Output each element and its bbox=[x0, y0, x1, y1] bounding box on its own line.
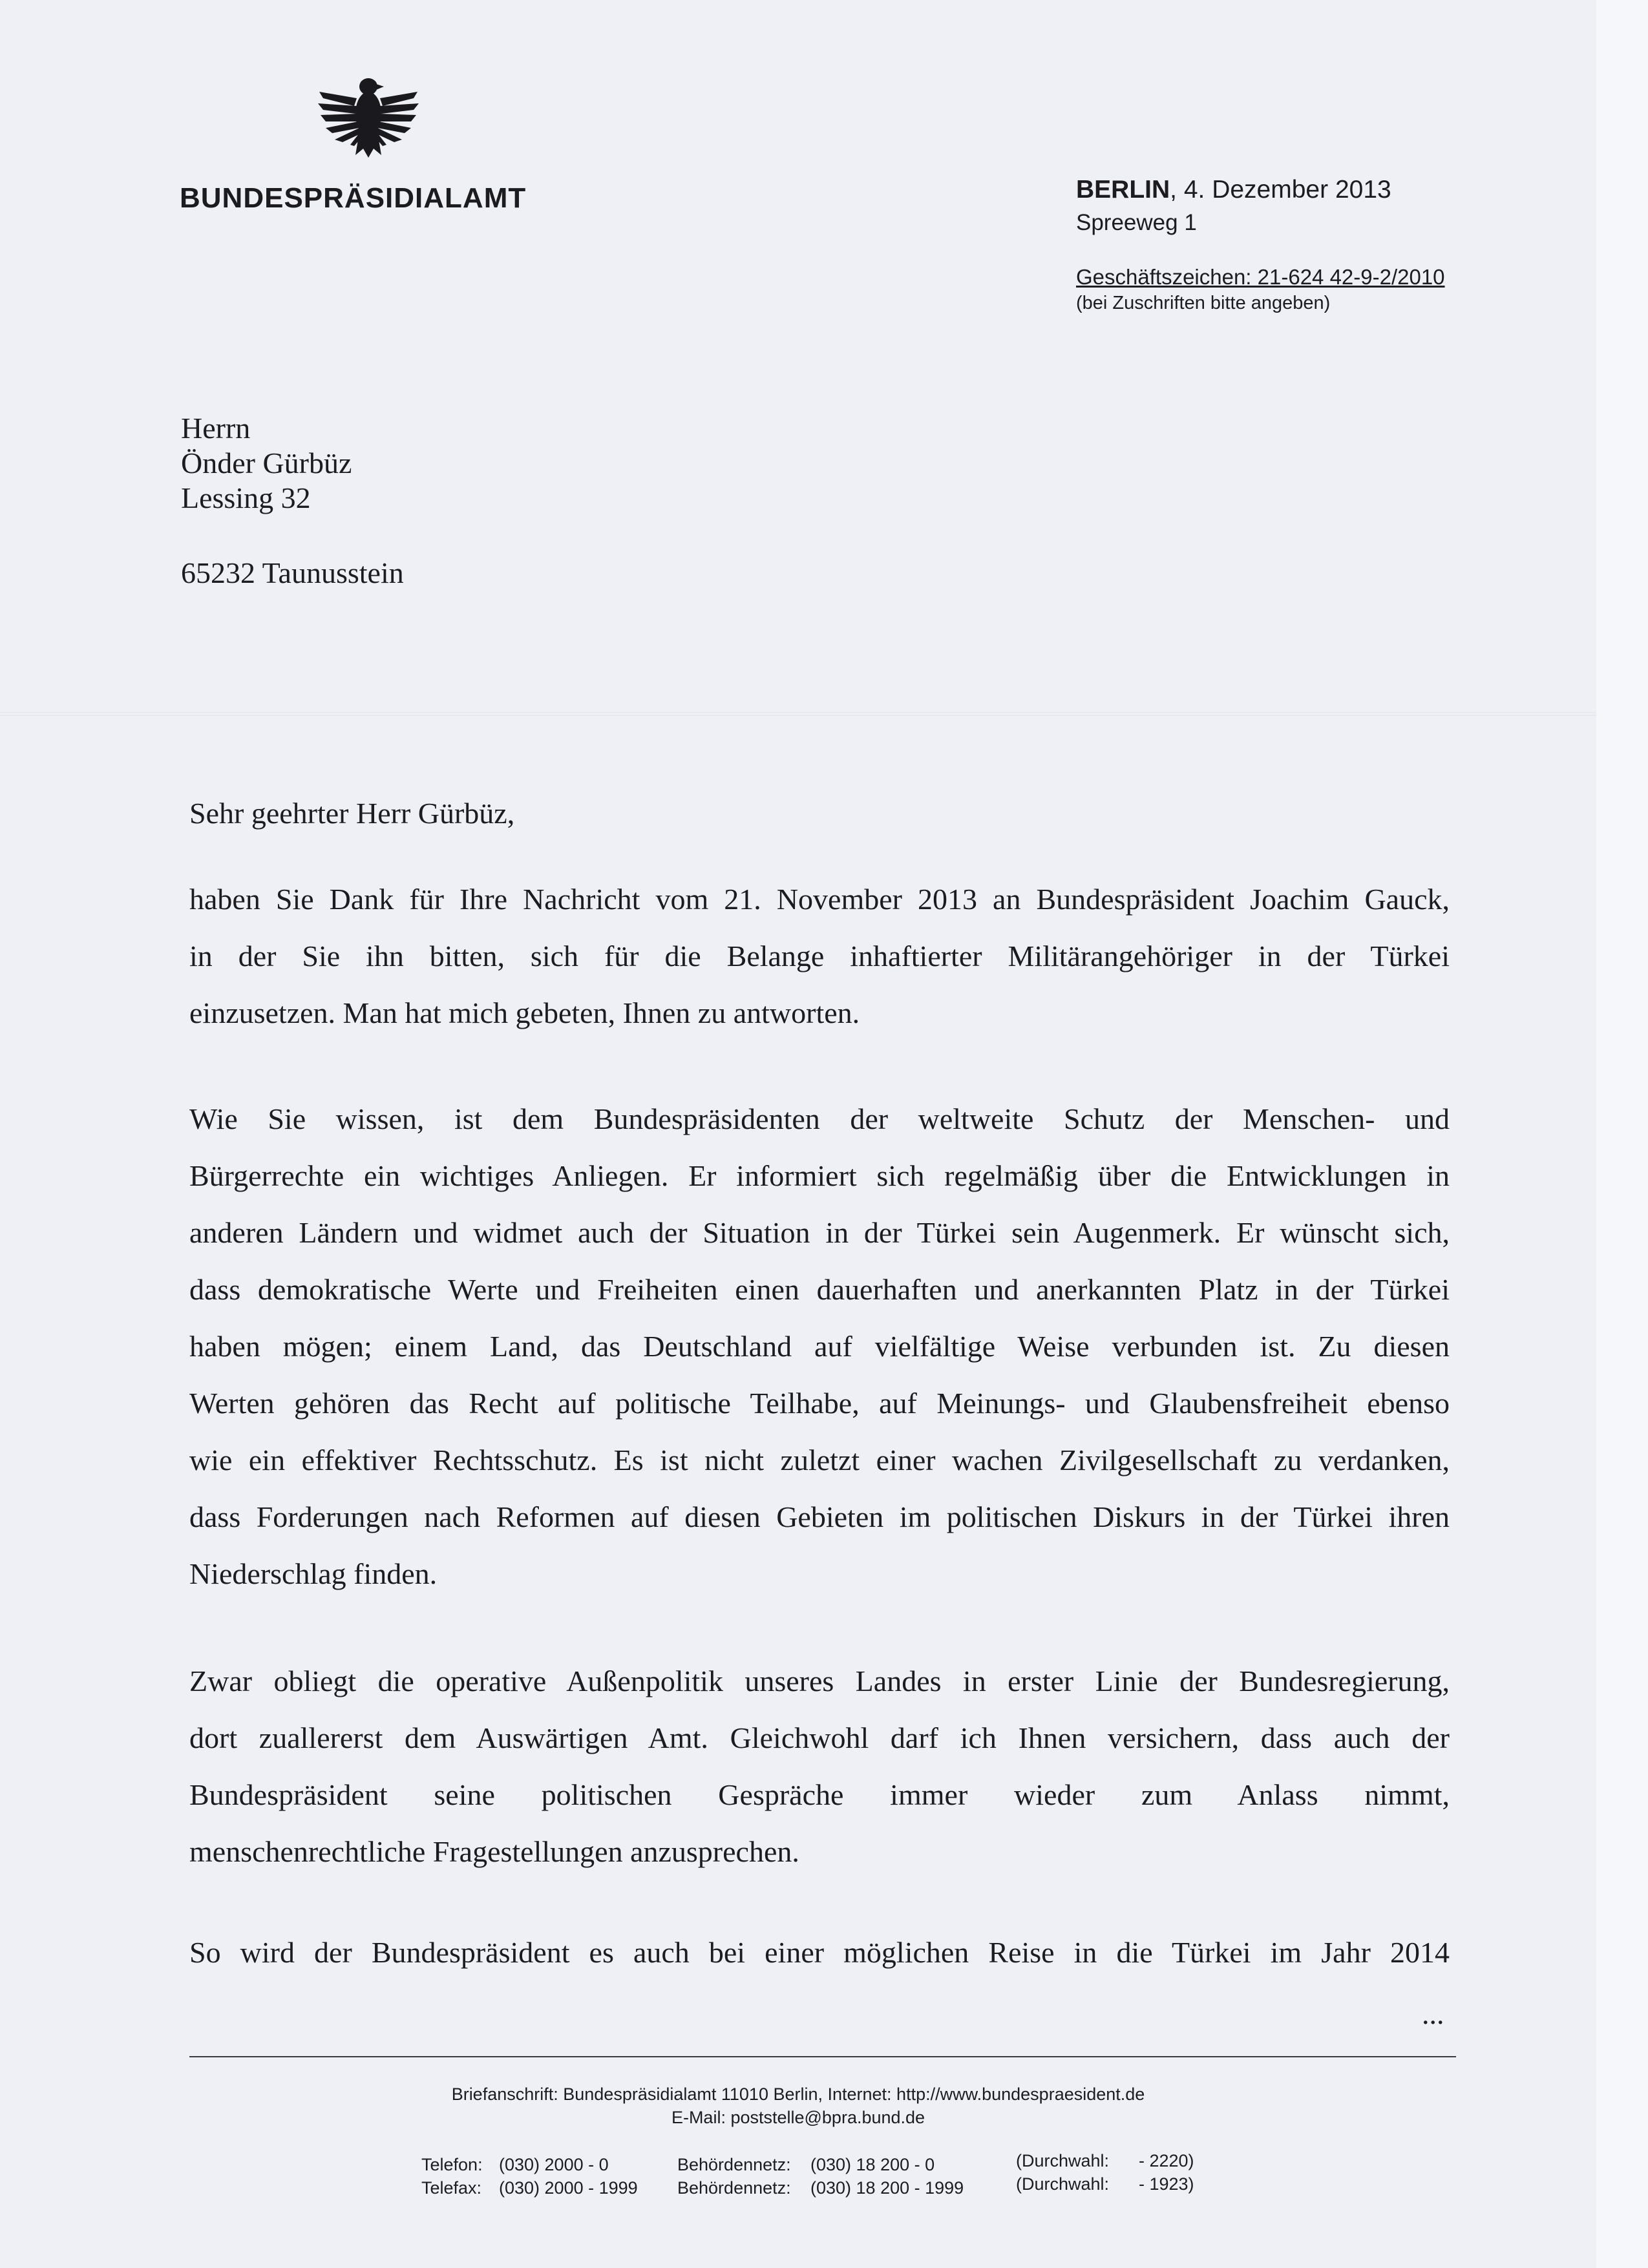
text-line: wie ein effektiver Rechtsschutz. Es ist nicht zuletzt einer wachen Zivilgesellschaft zu verdanken, bbox=[189, 1444, 1450, 1476]
salutation: Sehr geehrter Herr Gürbüz, bbox=[189, 797, 515, 830]
text-line: haben mögen; einem Land, das Deutschland auf vielfältige Weise verbunden ist. Zu diesen bbox=[189, 1330, 1450, 1363]
authority-net-numbers bbox=[810, 2153, 964, 2200]
phone-labels bbox=[421, 2153, 483, 2200]
extension-label: (Durchwahl: bbox=[1016, 2151, 1110, 2170]
reference-number: Geschäftszeichen: 21-624 42-9-2/2010 bbox=[1076, 265, 1445, 289]
text-line: haben Sie Dank für Ihre Nachricht vom 21. November 2013 an Bundespräsident Joachim Gauck, bbox=[189, 883, 1450, 916]
text-line: Niederschlag finden. bbox=[189, 1557, 438, 1590]
reference-note: (bei Zuschriften bitte angeben) bbox=[1076, 293, 1331, 313]
fax-number: (030) 2000 - 1999 bbox=[499, 2178, 638, 2198]
text-line: Werten gehören das Recht auf politische Teilhabe, auf Meinungs- und Glaubensfreiheit ebenso bbox=[189, 1387, 1450, 1420]
page-edge bbox=[1596, 0, 1648, 2268]
text-line: anderen Ländern und widmet auch der Situation in der Türkei sein Augenmerk. Er wünscht sich, bbox=[189, 1216, 1450, 1249]
federal-eagle-logo bbox=[317, 72, 420, 160]
text-line: Bürgerrechte ein wichtiges Anliegen. Er informiert sich regelmäßig über die Entwicklungen in bbox=[189, 1159, 1450, 1192]
recipient-name: Önder Gürbüz bbox=[181, 446, 352, 479]
paragraph-2 bbox=[189, 1091, 1450, 1602]
text-line: in der Sie ihn bitten, sich für die Belange inhaftierter Militärangehöriger in der Türkei bbox=[189, 940, 1450, 972]
sender-street: Spreeweg 1 bbox=[1076, 210, 1197, 235]
text-line: dass Forderungen nach Reformen auf diesen Gebieten im politischen Diskurs in der Türkei ihren bbox=[189, 1500, 1450, 1533]
authority-net-number: (030) 18 200 - 0 bbox=[810, 2155, 935, 2174]
text-line: dort zuallererst dem Auswärtigen Amt. Gleichwohl darf ich Ihnen versichern, dass auch der bbox=[189, 1721, 1450, 1754]
recipient-street: Lessing 32 bbox=[181, 481, 311, 514]
phone-label: Telefon: bbox=[421, 2155, 483, 2174]
phone-numbers bbox=[499, 2153, 638, 2200]
authority-net-number: (030) 18 200 - 1999 bbox=[810, 2178, 964, 2198]
text-line: So wird der Bundespräsident es auch bei einer möglichen Reise in die Türkei im Jahr 2014 bbox=[189, 1936, 1450, 1969]
authority-net-label: Behördennetz: bbox=[677, 2155, 791, 2174]
paragraph-3 bbox=[189, 1653, 1450, 1880]
city: BERLIN bbox=[1076, 176, 1170, 204]
paragraph-4 bbox=[189, 1924, 1450, 1981]
footer-postal-address: Briefanschrift: Bundespräsidialamt 11010 Berlin, Internet: http://www.bundespraesident.de bbox=[451, 2084, 1145, 2104]
recipient-city: 65232 Taunusstein bbox=[181, 556, 404, 589]
agency-name: BUNDESPRÄSIDIALAMT bbox=[180, 182, 527, 214]
extension-number: - 2220) bbox=[1139, 2151, 1194, 2170]
footer-email: E-Mail: poststelle@bpra.bund.de bbox=[671, 2108, 925, 2127]
letter-date: , 4. Dezember 2013 bbox=[1170, 176, 1391, 204]
extension-label: (Durchwahl: bbox=[1016, 2174, 1110, 2194]
authority-net-labels bbox=[677, 2153, 791, 2200]
place-and-date bbox=[1076, 176, 1391, 204]
text-line: einzusetzen. Man hat mich gebeten, Ihnen zu antworten. bbox=[189, 996, 860, 1029]
authority-net-label: Behördennetz: bbox=[677, 2178, 791, 2198]
recipient-title: Herrn bbox=[181, 412, 251, 445]
continuation-mark: ... bbox=[1422, 1997, 1444, 2030]
phone-number: (030) 2000 - 0 bbox=[499, 2155, 609, 2174]
fax-label: Telefax: bbox=[421, 2178, 482, 2198]
text-line: Bundespräsident seine politischen Gespräche immer wieder zum Anlass nimmt, bbox=[189, 1778, 1450, 1811]
extension-numbers bbox=[1139, 2149, 1194, 2196]
extension-number: - 1923) bbox=[1139, 2174, 1194, 2194]
text-line: Wie Sie wissen, ist dem Bundespräsidenten der weltweite Schutz der Menschen- und bbox=[189, 1102, 1450, 1135]
footer-divider bbox=[189, 2056, 1456, 2057]
text-line: Zwar obliegt die operative Außenpolitik unseres Landes in erster Linie der Bundesregierung, bbox=[189, 1664, 1450, 1697]
paragraph-1 bbox=[189, 871, 1450, 1042]
extension-labels bbox=[1016, 2149, 1109, 2196]
text-line: menschenrechtliche Fragestellungen anzusprechen. bbox=[189, 1835, 799, 1868]
fold-crease bbox=[0, 712, 1596, 716]
text-line: dass demokratische Werte und Freiheiten einen dauerhaften und anerkannten Platz in der Türkei bbox=[189, 1273, 1450, 1306]
